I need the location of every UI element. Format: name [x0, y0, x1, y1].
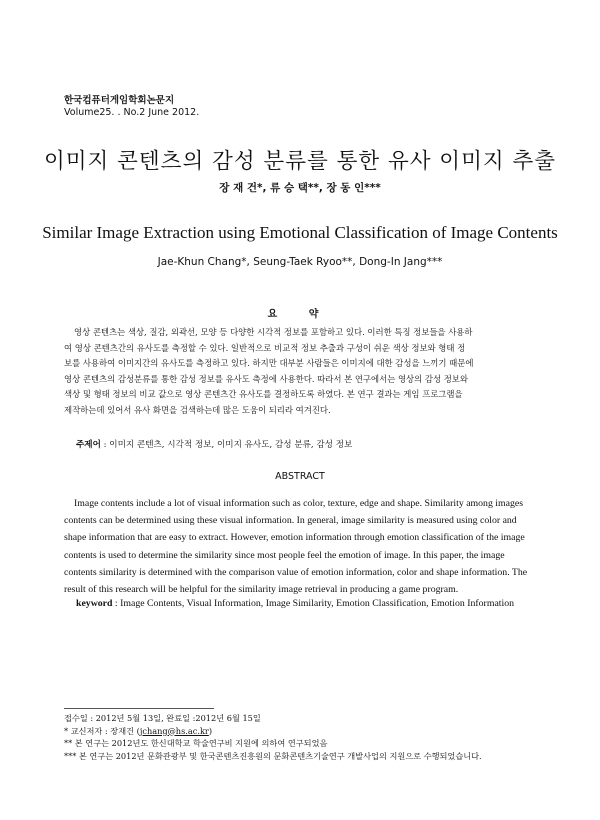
- korean-keywords: [76, 438, 352, 450]
- english-title: Similar Image Extraction using Emotional Classification of Image Contents: [42, 223, 558, 242]
- korean-abstract-line: 영상 콘텐츠의 감성분류를 통한 감성 정보를 유사도 측정에 사용한다. 따라서 본 연구에서는 영상의 감성 정보와: [64, 373, 468, 384]
- footnote-funding-2: *** 본 연구는 2012년 문화관광부 및 한국콘텐츠진흥원의 문화콘텐츠기술연구 개발사업의 지원으로 수행되었습니다.: [64, 750, 482, 761]
- footnotes: [64, 712, 482, 762]
- english-abstract: [64, 495, 534, 598]
- korean-abstract: [64, 325, 534, 418]
- korean-title: 이미지 콘텐츠의 감성 분류를 통한 유사 이미지 추출: [44, 149, 556, 174]
- english-abstract-line: contents is used to determine the similarity since most people feel the emotion of image. In this paper, the image: [64, 549, 505, 561]
- journal-name: 한국컴퓨터게임학회논문지: [64, 95, 175, 106]
- english-abstract-line: contents can be determined using these visual information. In general, image similarity is measured using color and: [64, 515, 517, 527]
- korean-abstract-line: 영상 콘텐츠는 색상, 질감, 외곽선, 모양 등 다양한 시각적 정보를 포함하고 있다. 이러한 특징 정보들을 사용하: [74, 327, 473, 337]
- english-keywords: [76, 598, 514, 609]
- english-abstract-line: contents similarity is determined with the comparison value of emotion information, color and shape information. The: [64, 566, 528, 578]
- korean-abstract-line: 보를 사용하여 이미지간의 유사도를 측정하고 있다. 하지만 대부분 사람들은 이미지에 대한 감성을 느끼기 때문에: [64, 358, 474, 368]
- journal-issue: Volume25. . No.2 June 2012.: [64, 107, 200, 118]
- footnote-corresponding-prefix: * 교신저자 : 장재건 (: [64, 725, 140, 736]
- korean-keywords-label: 주제어: [76, 440, 101, 450]
- english-authors: Jae-Khun Chang*, Seung-Taek Ryoo**, Dong-In Jang***: [157, 256, 443, 268]
- korean-keywords-text: : 이미지 콘텐츠, 시각적 정보, 이미지 유사도, 감성 분류, 감성 정보: [100, 440, 353, 450]
- footnote-corresponding-suffix: ): [208, 725, 213, 736]
- english-abstract-line: Image contents include a lot of visual information such as color, texture, edge and shape. Similarity among images: [74, 498, 524, 509]
- footnote-divider: [64, 708, 214, 709]
- english-abstract-line: result of this research will be helpful for the similarity image retrieval in producing a game program.: [64, 584, 459, 596]
- journal-header: [64, 95, 199, 119]
- english-abstract-line: shape information that are easy to extract. However, emotion information through emotion classification of the image: [64, 532, 525, 544]
- footnote-corresponding: [64, 725, 482, 738]
- korean-abstract-line: 여 영상 콘텐츠간의 유사도를 측정할 수 있다. 일반적으로 비교적 정보 추출과 구성이 쉬운 색상 정보와 형태 정: [64, 342, 466, 353]
- english-keywords-label: keyword: [76, 598, 113, 609]
- english-keywords-text: : Image Contents, Visual Information, Image Similarity, Emotion Classification, Emotion Information: [112, 598, 515, 609]
- footnote-received: 접수일 : 2012년 5월 13일, 완료일 :2012년 6월 15일: [64, 713, 261, 723]
- korean-abstract-heading: 요 약: [267, 309, 333, 320]
- korean-abstract-line: 색상 및 형태 정보의 비교 값으로 영상 콘텐츠간 유사도를 결정하도록 하였다. 본 연구 결과는 게임 프로그램을: [64, 389, 463, 399]
- korean-abstract-line: 제작하는데 있어서 유사 화면을 검색하는데 많은 도움이 되리라 여겨진다.: [64, 404, 331, 415]
- abstract-heading: ABSTRACT: [275, 471, 325, 482]
- email-link[interactable]: jchang@hs.ac.kr: [139, 725, 209, 736]
- footnote-funding-1: ** 본 연구는 2012년도 한신대학교 학술연구비 지원에 의하여 연구되었음: [64, 738, 328, 748]
- korean-authors: 장 재 건*, 류 승 택**, 장 동 인***: [219, 182, 381, 194]
